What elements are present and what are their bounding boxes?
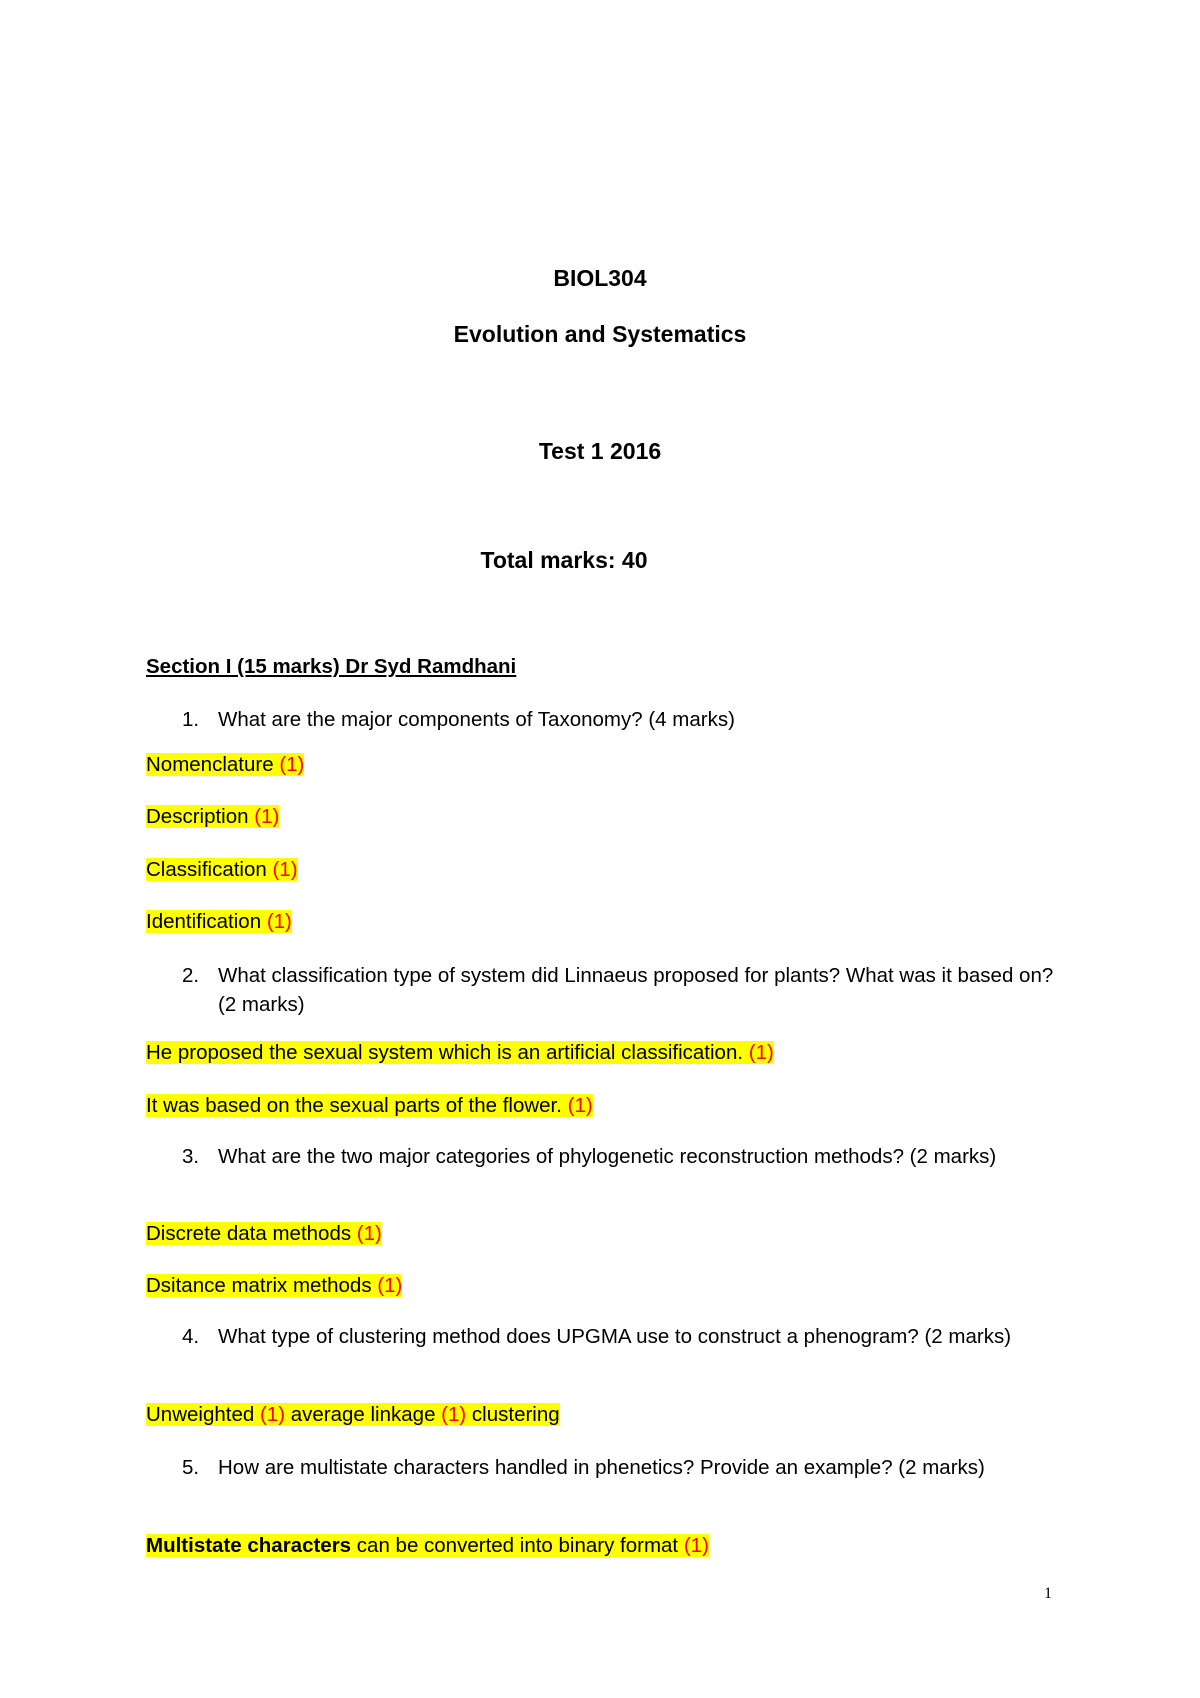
answer-text: clustering — [466, 1403, 560, 1426]
answer-line — [146, 1040, 774, 1066]
test-name: Test 1 2016 — [538, 438, 662, 464]
question-text: What type of clustering method does UPGMA use to construct a phenogram? (2 marks) — [218, 1325, 1012, 1348]
answer-mark: (1) — [254, 805, 280, 828]
answer-text: Dsitance matrix methods — [146, 1274, 378, 1297]
answer-mark: (1) — [279, 753, 305, 776]
answer-text: Description — [146, 805, 255, 828]
answer-mark: (1) — [567, 1094, 593, 1117]
answer-mark: (1) — [356, 1222, 382, 1245]
answer-line — [146, 1533, 709, 1559]
course-code: BIOL304 — [553, 265, 647, 291]
question-number: 4. — [182, 1325, 200, 1348]
answer-line — [146, 1402, 560, 1428]
answer-line — [146, 804, 279, 830]
answer-line — [146, 1273, 402, 1299]
question-text: What classification type of system did Linnaeus proposed for plants? What was it based on? (2 marks) — [218, 964, 1054, 1016]
answer-text: Unweighted — [146, 1403, 260, 1426]
question-number: 3. — [182, 1145, 200, 1168]
answer-mark: (1) — [441, 1403, 467, 1426]
question-number: 1. — [182, 708, 200, 731]
question-text: What are the major components of Taxonomy? (4 marks) — [218, 708, 735, 731]
answer-line — [146, 857, 298, 883]
total-marks: Total marks: 40 — [480, 547, 648, 573]
answer-text: It was based on the sexual parts of the flower. — [146, 1094, 568, 1117]
answer-term: Multistate characters — [146, 1534, 352, 1557]
answer-line — [146, 752, 304, 778]
answer-mark: (1) — [272, 858, 298, 881]
answer-mark: (1) — [259, 1403, 286, 1426]
answer-text: average linkage — [285, 1403, 442, 1426]
page-number: 1 — [1044, 1585, 1052, 1602]
answer-line — [146, 1093, 593, 1119]
answer-text: can be converted into binary format — [351, 1534, 684, 1557]
answer-text: He proposed the sexual system which is an artificial classification. — [146, 1041, 749, 1064]
answer-mark: (1) — [266, 910, 292, 933]
answer-mark: (1) — [377, 1274, 403, 1297]
question-text: How are multistate characters handled in phenetics? Provide an example? (2 marks) — [218, 1456, 985, 1479]
question-number: 2. — [182, 964, 200, 987]
course-title: Evolution and Systematics — [453, 321, 747, 347]
answer-line — [146, 1221, 382, 1247]
answer-text: Identification — [146, 910, 267, 933]
answer-line — [146, 909, 292, 935]
answer-text: Discrete data methods — [146, 1222, 357, 1245]
answer-mark: (1) — [683, 1534, 709, 1557]
answer-text: Classification — [146, 858, 273, 881]
section-heading: Section I (15 marks) Dr Syd Ramdhani — [146, 655, 517, 678]
question-text: What are the two major categories of phylogenetic reconstruction methods? (2 marks) — [218, 1145, 997, 1168]
answer-mark: (1) — [748, 1041, 774, 1064]
question-number: 5. — [182, 1456, 200, 1479]
answer-text: Nomenclature — [146, 753, 280, 776]
